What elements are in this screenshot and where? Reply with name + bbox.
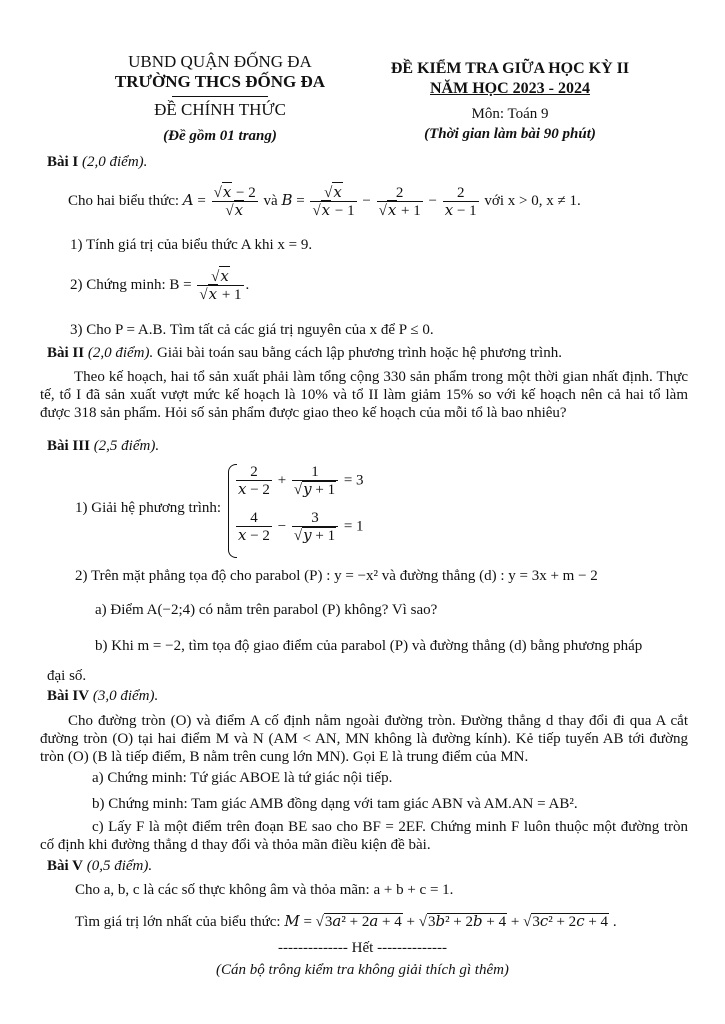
bai3-qa: a) Điểm A(−2;4) có nằm trên parabol (P) không? Vì sao? xyxy=(95,602,438,618)
bai4-qb: b) Chứng minh: Tam giác AMB đồng dạng với tam giác ABN và AM.AN = AB². xyxy=(92,796,578,812)
bai3-heading: Bài III (2,5 điểm). xyxy=(47,438,160,454)
bai1-heading: Bài I (2,0 điểm). xyxy=(47,154,148,170)
expr-b-term3: $\frac{2}{x - 1}$ xyxy=(444,184,477,219)
time-note: (Thời gian làm bài 90 phút) xyxy=(424,126,596,142)
header-underline xyxy=(172,96,268,97)
bai1-q2: 2) Chứng minh: B = $\frac{√x}{√x + 1}$ . xyxy=(70,267,250,303)
expr-a: $\frac{√x - 2}{√x}$ xyxy=(213,183,256,219)
expr-b-term2: $\frac{2}{√x + 1}$ xyxy=(378,184,421,219)
bai3-qb: b) Khi m = −2, tìm tọa độ giao điểm của parabol (P) và đường thẳng (d) bằng phương pháp xyxy=(95,638,643,654)
subject: Môn: Toán 9 xyxy=(471,106,549,122)
bai5-line2: Tìm giá trị lớn nhất của biểu thức: M = √3a² + 2a + 4 + √3b² + 2b + 4 + √3c² + 2c + 4 . xyxy=(75,912,617,930)
system-eq2: $\frac{4}{x - 2}$ − $\frac{3}{√y + 1}$ = 1 xyxy=(238,510,364,544)
bai1-q1: 1) Tính giá trị của biểu thức A khi x = 9. xyxy=(70,237,313,253)
bai4-body: Cho đường tròn (O) và điểm A cố định nằm ngoài đường tròn. Đường thẳng d thay đổi đi qua A cắt đường tròn (O) tại hai điểm M và N (AM < AN, MN không là đường kính). Kẻ tiếp tuyến AB tới đường tròn (O) (B là tiếp điểm, B nằm trên cung lớn MN). Gọi E là trung điểm của MN. xyxy=(40,713,688,765)
bai4-qc: c) Lấy F là một điểm trên đoạn BE sao cho BF = 2EF. Chứng minh F luôn thuộc một đường tròn cố định khi đường thẳng d thay đổi và thỏa mãn điều kiện đề bài. xyxy=(40,819,688,853)
exam-title: ĐỀ KIỂM TRA GIỮA HỌC KỲ II xyxy=(390,60,630,77)
bai2-body: Theo kế hoạch, hai tổ sản xuất phải làm tổng cộng 330 sản phẩm trong một thời gian nhất định. Thực tế, tổ I đã sản xuất vượt mức kế hoạch là 10% và tổ II làm giảm 15% so với kế hoạch nên cả hai tổ làm được 318 sản phẩm. Hỏi số sản phẩm được giao theo kế hoạch của mỗi tổ là bao nhiêu? xyxy=(40,369,688,421)
expr-b-term1: $\frac{√x}{√x - 1}$ xyxy=(312,183,355,219)
bai1-intro: Cho hai biểu thức: A = $\frac{√x - 2}{√x}$ và B = $\frac{√x}{√x - 1}$ − $\frac{2}{√x + 1}$ − $\frac{2}{x - 1}$ với x > 0, x ≠ 1. xyxy=(68,183,581,219)
bai3-q1: 1) Giải hệ phương trình: xyxy=(75,500,222,516)
school-year: NĂM HỌC 2023 - 2024 xyxy=(430,80,590,97)
bai1-q3: 3) Cho P = A.B. Tìm tất cả các giá trị nguyên của x để P ≤ 0. xyxy=(70,322,434,338)
official-label: ĐỀ CHÍNH THỨC xyxy=(154,100,286,119)
bai2-heading: Bài II (2,0 điểm). Giải bài toán sau bằng cách lập phương trình hoặc hệ phương trình. xyxy=(47,345,562,361)
footer-note: (Cán bộ trông kiểm tra không giải thích gì thêm) xyxy=(216,962,509,978)
bai4-heading: Bài IV (3,0 điểm). xyxy=(47,688,159,704)
bai3-qb-cont: đại số. xyxy=(47,668,87,684)
bai4-qa: a) Chứng minh: Tứ giác ABOE là tứ giác nội tiếp. xyxy=(92,770,393,786)
pages-note: (Đề gồm 01 trang) xyxy=(163,128,277,144)
bai5-heading: Bài V (0,5 điểm). xyxy=(47,858,153,874)
district-name: UBND QUẬN ĐỐNG ĐA xyxy=(128,52,312,71)
system-eq1: $\frac{2}{x - 2}$ + $\frac{1}{√y + 1}$ = 3 xyxy=(238,464,364,498)
school-name: TRƯỜNG THCS ĐỐNG ĐA xyxy=(114,72,326,91)
bai3-q2: 2) Trên mặt phẳng tọa độ cho parabol (P) : y = −x² và đường thẳng (d) : y = 3x + m − 2 xyxy=(75,568,598,584)
end-marker: -------------- Hết -------------- xyxy=(277,940,448,956)
bai5-line1: Cho a, b, c là các số thực không âm và thỏa mãn: a + b + c = 1. xyxy=(75,882,454,898)
